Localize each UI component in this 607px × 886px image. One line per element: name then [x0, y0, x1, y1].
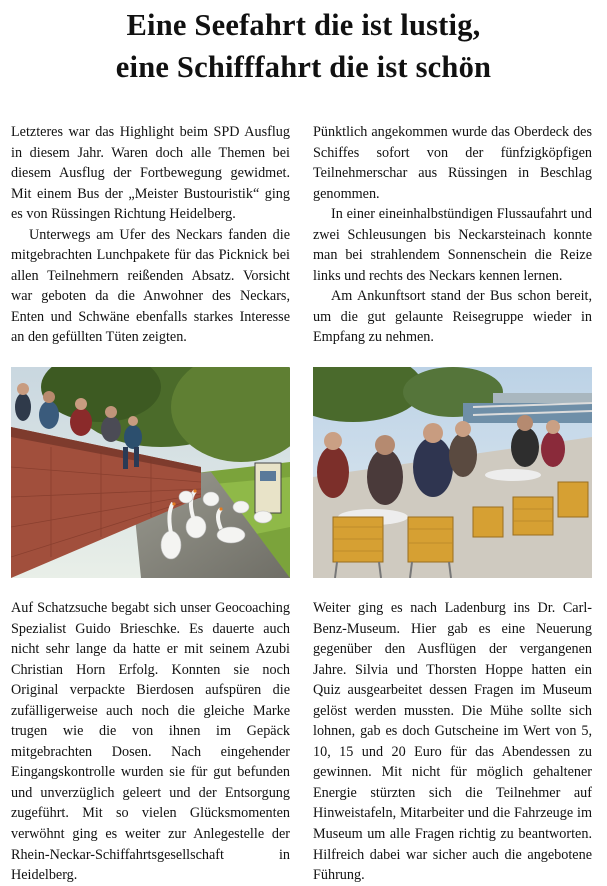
photo-picnic-swans [11, 367, 290, 578]
paragraph: Auf Schatzsuche begabt sich unser Geocoaching Spezialist Guido Brieschke. Es dauerte auch nicht sehr lange da hatte er mit seinem Azubi Christian Horn Erfolg. Konnten sie noch Original verpackte Bierdosen aufspüren die zufälligerweise auch noch die gleiche Marke trugen wie die von ihnen im Gepäck mitgebrachten Dosen. Nach eingehender Eingangskontrolle wurden sie für gut befunden und unverzüglich geleert und der Entsorgung zugeführt. Mit so vielen Glücksmomenten verwöhnt ging es weiter zur Anlegestelle der Rhein-Neckar-Schiffahrtsgesellschaft in Heidelberg. [11, 600, 290, 884]
paragraph: In einer eineinhalbstündigen Flussaufahrt und zwei Schleusungen bis Neckarsteinach konnte man bei strahlendem Sonnenschein die Reize links und rechts des Neckars kennen lernen. [313, 206, 592, 284]
paragraph: Weiter ging es nach Ladenburg ins Dr. Carl-Benz-Museum. Hier gab es eine Neuerung gegenüber den Ausflügen der vergangenen Jahre. Silvia und Thorsten Hoppe hatten ein Quiz ausgearbeitet dessen Fragen im Museum gelöst werden mussten. Die Mühe sollte sich lohnen, gab es doch Gutscheine im Wert von 5, 10, 15 und 20 Euro für das Abendessen zu gewinnen. Mit nicht für möglich gehaltener Energie stürzten sich die Teilnehmer auf Hinweistafeln, Mitarbeiter und die Fahrzeuge im Museum um alle Fragen richtig zu beantworten. Hilfreich dabei war sicher auch die angebotene Führung. [313, 600, 592, 884]
column-right-top [313, 122, 592, 348]
paragraph: Pünktlich angekommen wurde das Oberdeck des Schiffes sofort von der fünfzigköpfigen Teilnehmerschar aus Rüssingen in Beschlag genommen. [313, 124, 592, 202]
paragraph: Letzteres war das Highlight beim SPD Ausflug in diesem Jahr. Waren doch alle Themen bei diesem Ausflug der Fortbewegung gewidmet. Mit einem Bus der „Meister Bustouristik“ ging es von Rüssingen Richtung Heidelberg. [11, 124, 290, 223]
page-title [0, 4, 607, 88]
photo-boat-deck [313, 367, 592, 578]
title-line-2: eine Schifffahrt die ist schön [115, 50, 492, 84]
title-line-1: Eine Seefahrt die ist lustig, [126, 8, 481, 42]
paragraph: Unterwegs am Ufer des Neckars fanden die mitgebrachten Lunchpakete für das Picknick bei allen Teilnehmern reißenden Absatz. Vorsicht war geboten da die Anwohner des Neckars, Enten und Schwäne ebenfalls starkes Interesse an den gefüllten Tüten zeigten. [11, 226, 290, 346]
column-left-top [11, 122, 290, 348]
column-left-bottom [11, 598, 290, 886]
column-right-bottom [313, 598, 592, 886]
paragraph: Am Ankunftsort stand der Bus schon bereit, um die gut gelaunte Reisegruppe wieder in Empfang zu nehmen. [313, 288, 592, 346]
